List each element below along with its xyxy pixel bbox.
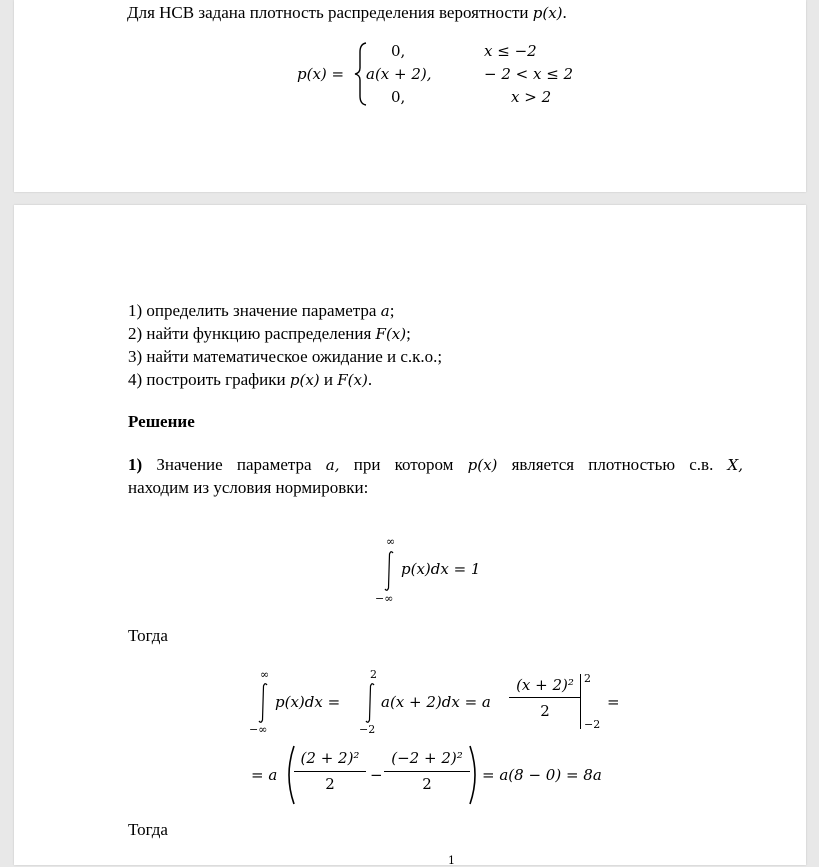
then-1: Тогда xyxy=(128,626,168,645)
calc-integrand-2: a(x + 2)dx = a xyxy=(381,693,491,711)
fraction-bar xyxy=(384,771,470,772)
piecewise-cond-3: x > 2 xyxy=(511,88,552,106)
integral-icon xyxy=(382,550,396,592)
task-4-end: . xyxy=(367,370,373,389)
piecewise-cond-1: x ≤ −2 xyxy=(484,42,537,60)
task-3 xyxy=(128,346,442,368)
task-2-text: 2) найти функцию распределения xyxy=(128,324,372,343)
f2-numerator: (−2 + 2)² xyxy=(391,749,463,767)
task-1 xyxy=(128,300,394,322)
intro-func: p(x) xyxy=(532,4,563,22)
then-2: Тогда xyxy=(128,820,168,839)
f1-denominator: 2 xyxy=(325,775,335,793)
calc2-minus: − xyxy=(370,766,383,784)
eval-upper: 2 xyxy=(584,672,591,685)
calc-upper-1: ∞ xyxy=(260,668,270,681)
calc-lower-1: −∞ xyxy=(249,723,268,736)
calc-eq-end: = xyxy=(607,693,620,711)
integral-icon xyxy=(363,682,377,724)
frac-numerator: (x + 2)² xyxy=(516,676,574,694)
task-4 xyxy=(128,369,372,391)
step1-line2: находим из условия нормировки: xyxy=(128,478,369,497)
calc2-lhs: = a xyxy=(251,766,278,784)
piecewise-value-1: 0, xyxy=(391,42,406,60)
calc-integrand-1: p(x)dx = xyxy=(275,693,341,711)
cut-digit: 1 xyxy=(448,854,455,867)
task-1-text: 1) определить значение параметра xyxy=(128,301,377,320)
task-4-math: p(x) xyxy=(289,371,320,389)
frac-denominator: 2 xyxy=(540,702,550,720)
norm-upper: ∞ xyxy=(386,535,396,548)
piecewise-lhs: p(x) = xyxy=(297,65,345,83)
step1-word: Значение xyxy=(156,455,223,474)
step1-word: котором xyxy=(394,455,454,474)
step1-word: параметра xyxy=(236,455,312,474)
piecewise-value-3: 0, xyxy=(391,88,406,106)
task-1-math: a xyxy=(380,302,390,320)
calc-lower-2: −2 xyxy=(359,723,376,736)
step1-num: 1) xyxy=(128,455,143,474)
norm-lower: −∞ xyxy=(375,592,394,605)
page-2 xyxy=(14,205,806,865)
task-4-text: 4) построить графики xyxy=(128,370,286,389)
task-3-text: 3) найти математическое ожидание и с.к.о.; xyxy=(128,347,443,366)
piecewise-cond-2: − 2 < x ≤ 2 xyxy=(484,65,574,83)
step1-word: плотностью xyxy=(588,455,676,474)
eval-bar xyxy=(580,674,581,729)
step1-word: является xyxy=(511,455,575,474)
step1-var: X, xyxy=(727,456,743,474)
page-1 xyxy=(14,0,806,192)
intro-text: Для НСВ задана плотность распределения вероятности xyxy=(127,3,529,22)
solution-heading: Решение xyxy=(128,412,195,431)
step1-line1 xyxy=(128,454,743,476)
task-4-math2: F(x) xyxy=(337,371,368,389)
calc2-rhs: = a(8 − 0) = 8a xyxy=(482,766,602,784)
step1-word: при xyxy=(353,455,381,474)
calc-upper-2: 2 xyxy=(370,668,377,681)
task-4-mid: и xyxy=(323,370,334,389)
intro-line xyxy=(127,2,567,24)
fraction-bar xyxy=(509,697,581,698)
step1-func: p(x) xyxy=(467,456,498,474)
step1-param: a, xyxy=(325,456,340,474)
task-2-end: ; xyxy=(406,324,411,343)
fraction-bar xyxy=(294,771,366,772)
task-2 xyxy=(128,323,411,345)
f2-denominator: 2 xyxy=(422,775,432,793)
task-2-math: F(x) xyxy=(375,325,407,343)
norm-integrand: p(x)dx = 1 xyxy=(401,560,481,578)
integral-icon xyxy=(256,682,270,724)
right-paren-icon xyxy=(468,745,482,805)
task-1-end: ; xyxy=(389,301,395,320)
eval-lower: −2 xyxy=(584,718,601,731)
f1-numerator: (2 + 2)² xyxy=(300,749,360,767)
step1-word: с.в. xyxy=(689,455,714,474)
piecewise-value-2: a(x + 2), xyxy=(366,65,432,83)
intro-end: . xyxy=(562,3,567,22)
